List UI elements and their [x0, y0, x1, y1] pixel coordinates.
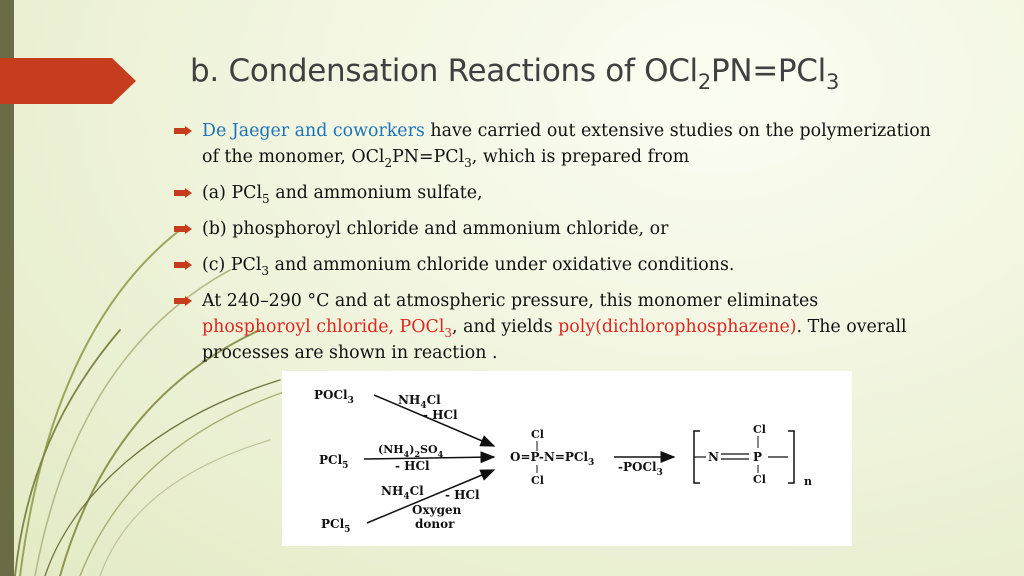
- polymer-n: N: [708, 450, 719, 464]
- condition-top-reagent: $NH_4Cl$: [398, 393, 441, 411]
- reaction-diagram: [282, 371, 852, 546]
- bullet-item: De Jaeger and coworkers have carried out extensive studies on the polymerization of the monomer, OCl$_2$PN=PCl$_3$, which is prepared from: [172, 118, 932, 170]
- bullet-item: (a) PCl$_5$ and ammonium sulfate,: [172, 180, 932, 206]
- reagent-pocl3: POCl$_3$: [314, 388, 354, 406]
- condition-top-elim: - HCl: [423, 408, 458, 422]
- arrow-bullet-icon: [174, 188, 192, 198]
- monomer-cl-bottom: Cl: [531, 474, 544, 487]
- monomer-formula: O=P-N=PCl$_3$: [510, 450, 595, 468]
- arrow-bullet-icon: [174, 126, 192, 136]
- bullet-item: At 240–290 °C and at atmospheric pressure, this monomer eliminates phosphoroyl chloride, POCl$_3$, and yields poly(dichlorophosphazene). The overall processes are shown in reaction .: [172, 288, 932, 366]
- arrow-bullet-icon: [174, 296, 192, 306]
- title-arrow-shape: [0, 58, 136, 104]
- polymer-cl-top: Cl: [753, 423, 766, 436]
- bullet-list: [172, 118, 932, 376]
- slide-title: b. Condensation Reactions of OCl$_2$PN=PCl$_3$: [190, 53, 840, 94]
- bullet-item: (c) PCl$_3$ and ammonium chloride under oxidative conditions.: [172, 252, 932, 278]
- monomer-cl-top: Cl: [531, 428, 544, 441]
- elimination-label: -POCl$_3$: [618, 460, 663, 478]
- polymer-subscript-n: n: [804, 475, 812, 488]
- condition-bottom-elim: - HCl: [445, 488, 480, 502]
- reagent-pcl5-middle: PCl$_5$: [319, 453, 349, 471]
- condition-bottom-donor: donor: [415, 517, 455, 531]
- reaction-scheme: [282, 371, 852, 546]
- polymer-p: P: [753, 450, 763, 464]
- condition-middle-elim: - HCl: [395, 459, 430, 473]
- condition-middle-reagent: $(NH_4)_2SO_4$: [378, 443, 444, 459]
- condition-bottom-oxygen: Oxygen: [412, 503, 462, 517]
- condition-bottom-reagent: $NH_4Cl$: [381, 484, 424, 502]
- polymer-cl-bottom: Cl: [753, 473, 766, 486]
- arrow-bullet-icon: [174, 224, 192, 234]
- polymer-bracket-right: [788, 431, 794, 483]
- reagent-pcl5-bottom: PCl$_5$: [321, 517, 351, 535]
- arrow-bullet-icon: [174, 260, 192, 270]
- bullet-item: (b) phosphoroyl chloride and ammonium chloride, or: [172, 216, 932, 242]
